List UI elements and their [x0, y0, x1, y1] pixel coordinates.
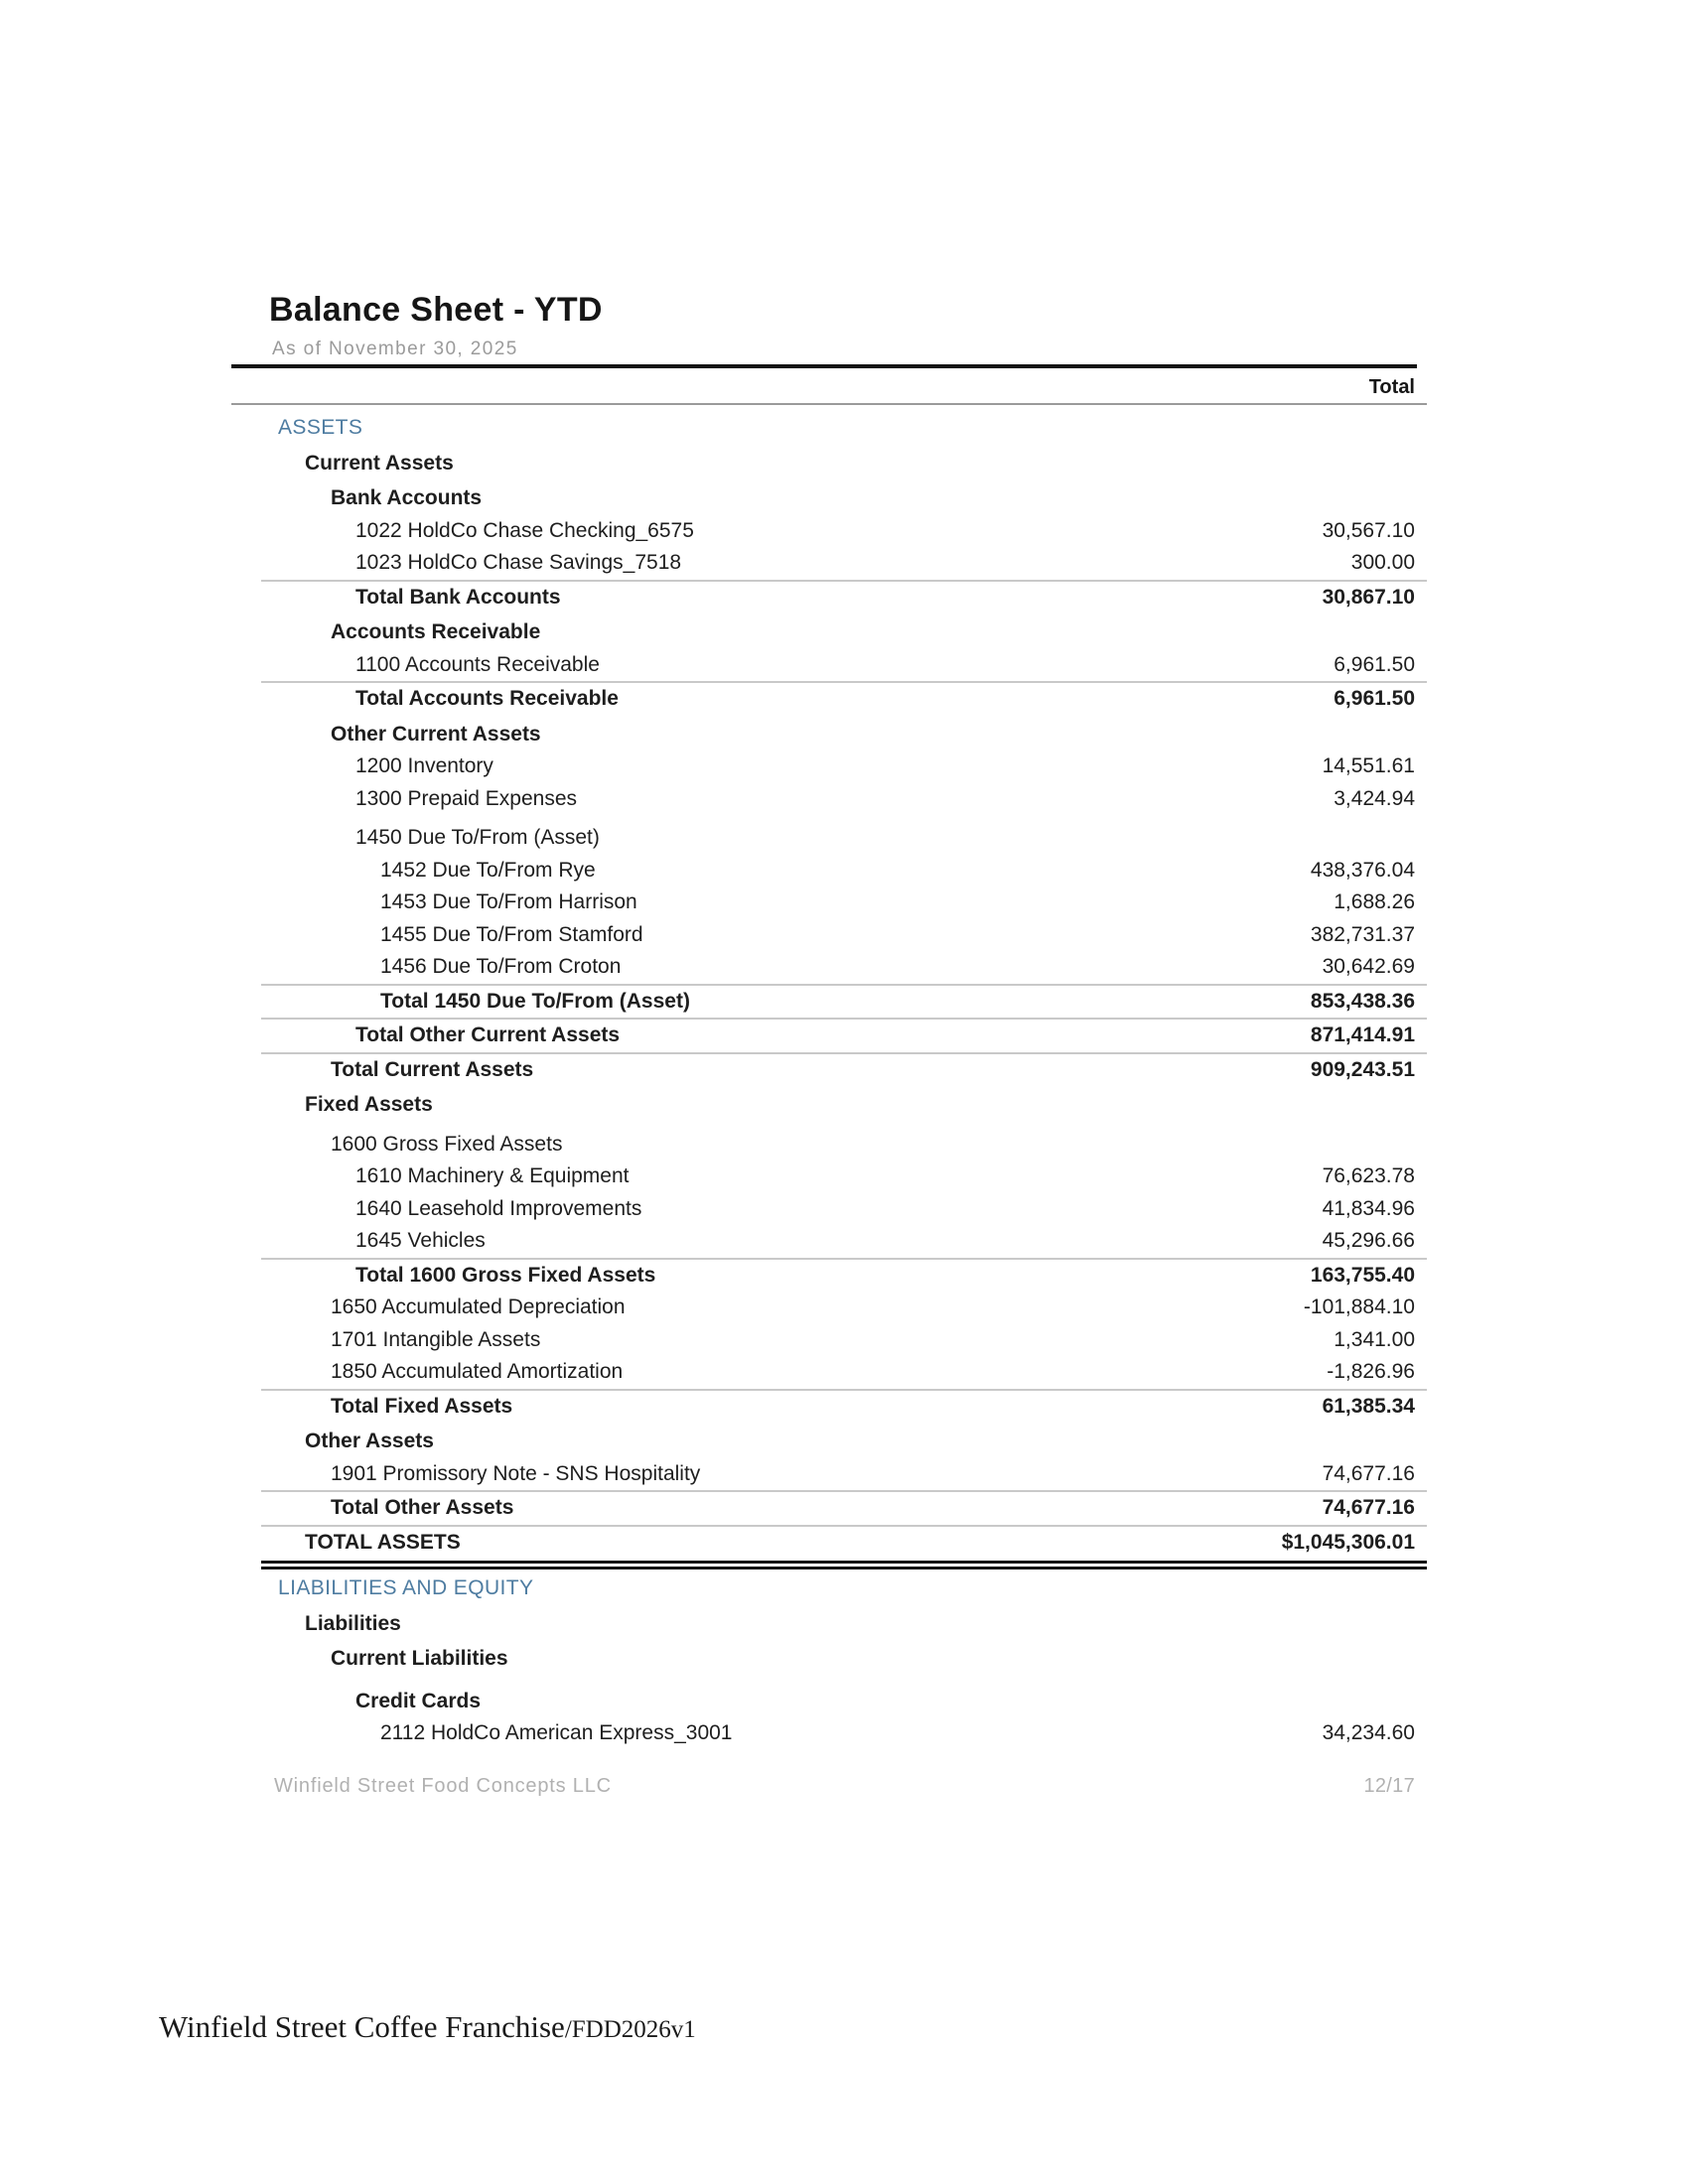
row-label: Total Bank Accounts: [355, 585, 561, 609]
row-value: 30,567.10: [1322, 518, 1415, 542]
report-row: [261, 984, 1427, 1019]
row-label: 1300 Prepaid Expenses: [355, 786, 577, 810]
row-value: 30,867.10: [1322, 585, 1415, 609]
row-label: LIABILITIES AND EQUITY: [278, 1576, 534, 1599]
row-value: 909,243.51: [1310, 1057, 1415, 1081]
row-value: 76,623.78: [1322, 1164, 1415, 1187]
report-row: [261, 951, 1427, 984]
page-title: Balance Sheet - YTD: [269, 291, 603, 329]
row-value: 6,961.50: [1334, 652, 1415, 676]
report-body: [261, 412, 1427, 1750]
footnote-fdd-version: /FDD2026v1: [564, 2016, 696, 2043]
row-label: ASSETS: [278, 416, 363, 439]
report-subtitle: As of November 30, 2025: [272, 339, 518, 359]
report-row: [261, 887, 1427, 919]
row-label: 1650 Accumulated Depreciation: [331, 1296, 626, 1318]
report-row: [261, 1324, 1427, 1357]
row-value: 30,642.69: [1322, 955, 1415, 978]
report-row: [261, 1426, 1427, 1458]
row-label: Total 1450 Due To/From (Asset): [380, 989, 690, 1013]
section-row: [261, 412, 1427, 445]
row-label: Total Other Assets: [331, 1496, 514, 1519]
report-row: [261, 1686, 1427, 1718]
row-label: Total Other Current Assets: [355, 1024, 621, 1046]
row-label: 1600 Gross Fixed Assets: [331, 1132, 563, 1156]
footer-page-number: 12/17: [1363, 1775, 1415, 1797]
report-row: [261, 1458, 1427, 1491]
row-value: 45,296.66: [1322, 1229, 1415, 1252]
row-label: 1450 Due To/From (Asset): [355, 826, 600, 849]
row-label: 1023 HoldCo Chase Savings_7518: [355, 551, 682, 574]
row-label: Current Liabilities: [331, 1647, 508, 1670]
row-label: 1100 Accounts Receivable: [355, 652, 600, 676]
report-row: [261, 1018, 1427, 1052]
row-label: 1645 Vehicles: [355, 1229, 486, 1252]
report-row: [261, 1608, 1427, 1641]
row-value: 163,755.40: [1310, 1263, 1415, 1287]
row-value: 61,385.34: [1322, 1394, 1415, 1418]
footnote-franchise-name: Winfield Street Coffee Franchise: [159, 2009, 565, 2044]
report-row: [261, 1193, 1427, 1226]
report-row: [261, 649, 1427, 682]
report-row: [261, 1525, 1427, 1560]
page-footer: [261, 1775, 1427, 1798]
report-row: [261, 1160, 1427, 1193]
report-row: [261, 1052, 1427, 1087]
report-row: [261, 1129, 1427, 1161]
row-label: 1701 Intangible Assets: [331, 1327, 541, 1351]
row-value: 6,961.50: [1334, 687, 1415, 710]
report-row: [261, 719, 1427, 751]
row-value: 853,438.36: [1310, 989, 1415, 1013]
report-row: [261, 580, 1427, 614]
row-label: 1455 Due To/From Stamford: [380, 922, 643, 946]
row-label: Accounts Receivable: [331, 620, 541, 643]
row-label: 1640 Leasehold Improvements: [355, 1196, 642, 1220]
report-row: [261, 751, 1427, 783]
row-label: 1452 Due To/From Rye: [380, 858, 596, 882]
row-label: 1200 Inventory: [355, 754, 493, 777]
row-label: Other Assets: [305, 1430, 434, 1452]
row-value: 1,341.00: [1334, 1327, 1415, 1351]
row-label: 1456 Due To/From Croton: [380, 955, 622, 978]
document-footnote: [159, 2009, 696, 2045]
header-thick-rule: [231, 364, 1417, 368]
footer-company-name: Winfield Street Food Concepts LLC: [274, 1775, 612, 1797]
row-label: 1022 HoldCo Chase Checking_6575: [355, 518, 694, 542]
header-thin-rule: [231, 403, 1427, 405]
row-value: 3,424.94: [1334, 786, 1415, 810]
row-value: -101,884.10: [1303, 1296, 1415, 1318]
report-row: [261, 1292, 1427, 1324]
report-row: [261, 681, 1427, 716]
row-label: Liabilities: [305, 1611, 401, 1635]
report-row: [261, 482, 1427, 515]
row-label: Total 1600 Gross Fixed Assets: [355, 1263, 656, 1287]
row-label: 1901 Promissory Note - SNS Hospitality: [331, 1461, 701, 1485]
row-value: 34,234.60: [1322, 1721, 1415, 1744]
row-value: 382,731.37: [1310, 922, 1415, 946]
row-label: Bank Accounts: [331, 486, 483, 509]
report-row: [261, 1389, 1427, 1424]
row-label: TOTAL ASSETS: [305, 1530, 461, 1554]
row-value: 14,551.61: [1322, 754, 1415, 777]
report-row: [261, 1356, 1427, 1389]
row-label: 1610 Machinery & Equipment: [355, 1164, 630, 1187]
row-label: Other Current Assets: [331, 722, 541, 746]
report-row: [261, 1643, 1427, 1676]
row-label: Total Current Assets: [331, 1057, 534, 1081]
row-label: Credit Cards: [355, 1689, 482, 1712]
report-row: [261, 547, 1427, 580]
report-row: [261, 919, 1427, 952]
report-row: [261, 515, 1427, 548]
row-value: 300.00: [1350, 551, 1415, 574]
report-row: [261, 822, 1427, 855]
row-label: Fixed Assets: [305, 1093, 433, 1116]
row-value: 871,414.91: [1310, 1024, 1415, 1046]
report-row: [261, 1089, 1427, 1122]
row-value: 438,376.04: [1310, 858, 1415, 882]
row-label: Total Accounts Receivable: [355, 687, 619, 710]
row-value: 41,834.96: [1322, 1196, 1415, 1220]
row-label: 2112 HoldCo American Express_3001: [380, 1721, 733, 1744]
section-row: [261, 1572, 1427, 1605]
row-label: 1850 Accumulated Amortization: [331, 1360, 624, 1383]
report-row: [261, 855, 1427, 887]
report-row: [261, 616, 1427, 649]
report-row: [261, 448, 1427, 480]
double-rule: [261, 1561, 1427, 1570]
row-value: 1,688.26: [1334, 890, 1415, 913]
report-row: [261, 1490, 1427, 1525]
row-label: 1453 Due To/From Harrison: [380, 890, 637, 913]
total-column-header: Total: [1368, 376, 1415, 398]
row-value: 74,677.16: [1322, 1496, 1415, 1519]
report-row: [261, 1258, 1427, 1293]
row-label: Current Assets: [305, 451, 454, 475]
report-row: [261, 1717, 1427, 1750]
row-value: 74,677.16: [1322, 1461, 1415, 1485]
row-label: Total Fixed Assets: [331, 1394, 513, 1418]
report-row: [261, 1225, 1427, 1258]
row-value: $1,045,306.01: [1281, 1530, 1415, 1554]
row-value: -1,826.96: [1327, 1360, 1415, 1383]
report-row: [261, 783, 1427, 816]
